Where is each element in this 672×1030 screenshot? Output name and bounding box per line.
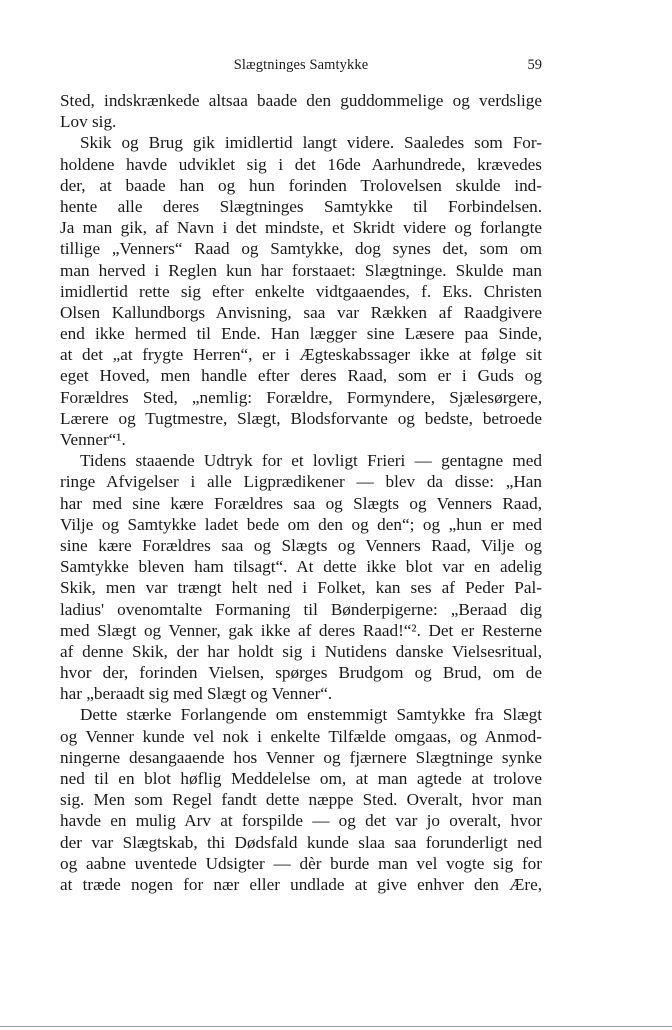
text-line: har „beraadt sig med Slægt og Venner“. [60,684,333,704]
text-line: hente alle deres Slægtninges Samtykke til Forbindelsen. [60,196,542,216]
text-line: ned til en blot høflig Meddelelse om, at man agtede at trolove [60,769,542,788]
text-line: tillige „Venners“ Raad og Samtykke, dog synes det, som om [60,239,542,259]
text-line: Forældres Sted, „nemlig: Forældre, Formyndere, Sjælesørgere, [60,387,542,407]
text-line: Lærere og Tugtmestre, Slægt, Blodsforvante og bedste, betroede [60,408,542,428]
bottom-rule [0,1026,672,1027]
text-line: og Venner kunde vel nok i enkelte Tilfælde omgaas, og Anmod- [60,726,542,746]
text-line: Skik, men var trængt helt ned i Folket, kan ses af Peder Pal- [60,578,542,598]
text-line: ringe Afvigelser i alle Ligprædikener — blev da disse: „Han [60,472,542,492]
text-line: Samtykke bleven ham tilsagt“. At dette ikke blot var en adelig [60,557,542,577]
text-line: Sted, indskrænkede altsaa baade den guddommelige og verdslige [60,91,542,110]
text-line: sig. Men som Regel fandt dette næppe Sted. Overalt, hvor man [60,790,542,810]
text-line: Venner“¹. [60,430,126,449]
text-line: Skik og Brug gik imidlertid langt videre. Saaledes som For- [80,133,542,153]
running-title: Slægtninges Samtykke [233,57,369,73]
text-line: der, at baade han og hun forinden Trolovelsen skulde ind- [60,175,542,195]
text-line: imidlertid rette sig efter enkelte vidtgaaendes, f. Eks. Christen [60,281,542,301]
text-line: at det „at frygte Herren“, er i Ægteskabssager ikke at følge sit [60,345,542,365]
text-line: ningerne desangaaende hos Venner og fjærnere Slægtninge synke [60,747,542,767]
text-line: ladius' ovenomtalte Formaning til Bønderpigerne: „Beraad dig [60,599,542,619]
text-line: Ja man gik, af Navn i det mindste, et Skridt videre og forlangte [60,218,542,238]
text-line: Olsen Kallundborgs Anvisning, saa var Rækken af Raadgivere [60,302,542,322]
text-line: af denne Skik, der har holdt sig i Nutidens danske Vielsesritual, [60,641,542,661]
text-line: holdene havde udviklet sig i det 16de Aarhundrede, krævedes [60,154,542,174]
text-line: sine kære Forældres saa og Slægts og Venners Raad, Vilje og [60,535,542,555]
text-line: Dette stærke Forlangende om enstemmigt Samtykke fra Slægt [80,705,542,725]
body-text [60,90,542,895]
text-line: har med sine kære Forældres saa og Slægts og Venners Raad, [60,493,542,513]
page-number: 59 [527,57,542,73]
text-line: man herved i Reglen kun har forstaaet: Slægtninge. Skulde man [60,260,542,280]
text-line: eget Hoved, men handle efter deres Raad, som er i Guds og [60,366,542,386]
running-head [60,57,542,77]
text-line: Lov sig. [60,112,117,132]
text-line: med Slægt og Venner, gak ikke af deres Raad!“². Det er Resterne [60,620,542,640]
text-line: Vilje og Samtykke ladet bede om den og den“; og „hun er med [60,514,542,534]
text-line: havde en mulig Arv at forspilde — og det var jo overalt, hvor [60,811,542,831]
text-line: end ikke hermed til Ende. Han lægger sine Læsere paa Sinde, [60,324,542,344]
text-line: hvor der, forinden Vielsen, spørges Brudgom og Brud, om de [60,663,542,683]
text-line: Tidens staaende Udtryk for et lovligt Frieri — gentagne med [80,451,542,471]
text-line: der var Slægtskab, thi Dødsfald kunde slaa saa forunderligt ned [60,832,542,852]
text-line: at træde nogen for nær eller undlade at give enhver den Ære, [60,874,542,894]
text-line: og aabne uventede Udsigter — dèr burde man vel vogte sig for [60,853,542,873]
